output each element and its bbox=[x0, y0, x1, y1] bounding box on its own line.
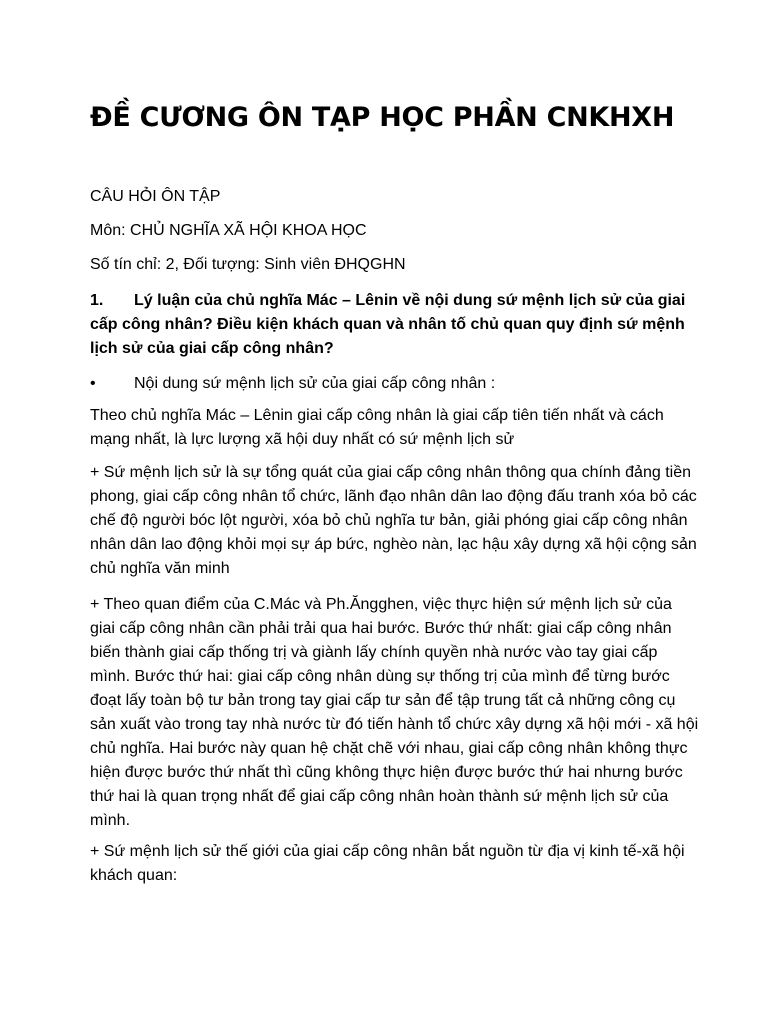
question-number: 1. bbox=[90, 292, 104, 309]
credits-line: Số tín chỉ: 2, Đối tượng: Sinh viên ĐHQGHN bbox=[90, 256, 406, 273]
paragraph-2: + Sứ mệnh lịch sử là sự tổng quát của giai cấp công nhân thông qua chính đảng tiền phong, giai cấp công nhân tổ chức, lãnh đạo nhân dân lao động đấu tranh xóa bỏ các chế độ người bóc lột người, xóa bỏ chủ nghĩa tư bản, giải phóng giai cấp công nhân nhân dân lao động khỏi mọi sự áp bức, nghèo nàn, lạc hậu xây dựng xã hội cộng sản chủ nghĩa văn minh bbox=[90, 464, 697, 577]
question-text: Lý luận của chủ nghĩa Mác – Lênin về nội dung sứ mệnh lịch sử của giai cấp công nhân? Điều kiện khách quan và nhân tố chủ quan quy định sứ mệnh lịch sử của giai cấp công nhân? bbox=[90, 292, 686, 357]
bullet-text: Nội dung sứ mệnh lịch sử của giai cấp công nhân : bbox=[134, 375, 496, 392]
subject-line: Môn: CHỦ NGHĨA XÃ HỘI KHOA HỌC bbox=[90, 222, 367, 239]
section-subtitle: CÂU HỎI ÔN TẬP bbox=[90, 188, 221, 205]
document-title: ĐỀ CƯƠNG ÔN TẠP HỌC PHẦN CNKHXH bbox=[90, 102, 675, 133]
bullet-item bbox=[90, 372, 700, 396]
paragraph-1: Theo chủ nghĩa Mác – Lênin giai cấp công nhân là giai cấp tiên tiến nhất và cách mạng nhất, là lực lượng xã hội duy nhất có sứ mệnh lịch sử bbox=[90, 407, 664, 448]
paragraph-4: + Sứ mệnh lịch sử thế giới của giai cấp công nhân bắt nguồn từ địa vị kinh tế-xã hội khách quan: bbox=[90, 843, 685, 884]
question-1 bbox=[90, 289, 700, 361]
bullet-icon: • bbox=[90, 375, 96, 392]
paragraph-3: + Theo quan điểm của C.Mác và Ph.Ăngghen, việc thực hiện sứ mệnh lịch sử của giai cấp công nhân cần phải trải qua hai bước. Bước thứ nhất: giai cấp công nhân biến thành giai cấp thống trị và giành lấy chính quyền nhà nước vào tay giai cấp mình. Bước thứ hai: giai cấp công nhân dùng sự thống trị của mình để từng bước đoạt lấy toàn bộ tư bản trong tay giai cấp tư sản để tập trung tất cả những công cụ sản xuất vào trong tay nhà nước từ đó tiến hành tổ chức xây dựng xã hội mới - xã hội chủ nghĩa. Hai bước này quan hệ chặt chẽ với nhau, giai cấp công nhân không thực hiện được bước thứ nhất thì cũng không thực hiện được bước thứ hai nhưng bước thứ hai là quan trọng nhất để giai cấp công nhân hoàn thành sứ mệnh lịch sử của mình. bbox=[90, 596, 699, 829]
